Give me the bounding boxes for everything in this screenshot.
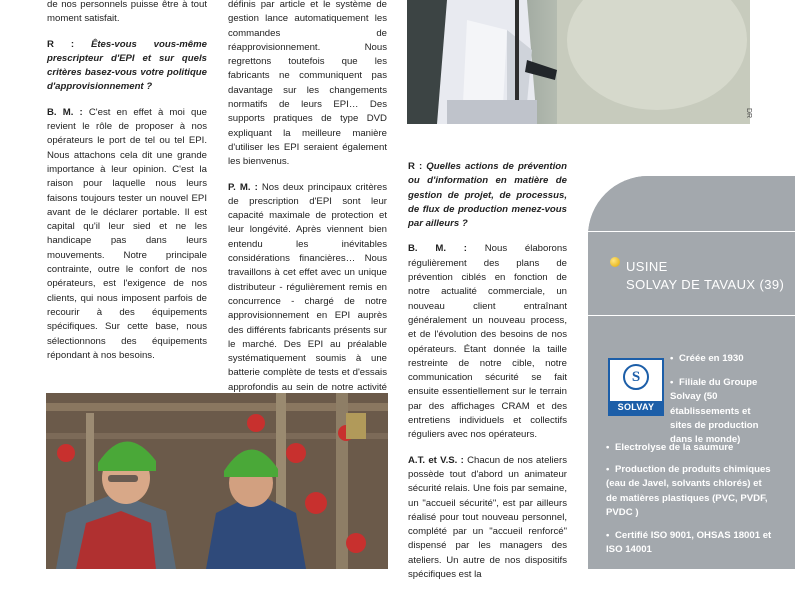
sidebar-header	[588, 176, 795, 316]
article-column-2	[228, 0, 387, 420]
photo-protective-suit-image	[407, 0, 750, 124]
answer: A.T. et V.S. : Chacun de nos ateliers possède tout d'abord un animateur sécurité relais. Une fois par semaine, un "accueil sécurité", est par ailleurs réalisé pour tout nouveau personnel, complété par un "accueil renforcé" dispensé par les managers des ateliers. Un autre de nos dispositifs spécifiques est la	[408, 454, 567, 581]
paragraph: définis par article et le système de gestion lance automatiquement les commandes de réapprovisionnement. Nous regrettons toutefois que les fabricants ne communiquent pas davantage sur les changements normatifs de leurs EPI… Des supports pratiques de type DVD expliquant la meilleure manière d'utiliser les EPI seraient également les bienvenus.	[228, 0, 387, 168]
question: R : Quelles actions de prévention ou d'information en matière de gestion de projet, de processus, de flux de production menez-vous par ailleurs ?	[408, 161, 567, 230]
fact-item: • Production de produits chimiques (eau de Javel, solvants chlorés) et de matières plastiques (PVC, PVDF, PVDC )	[606, 464, 771, 518]
fact-item: • Créée en 1930	[670, 353, 744, 364]
article-column-3	[408, 160, 567, 593]
speaker: B. M. :	[408, 243, 467, 255]
photo-workers-helmets	[46, 393, 388, 569]
paragraph: de nos personnels puisse être à tout moment satisfait.	[47, 0, 207, 25]
photo-protective-suit	[407, 0, 750, 124]
fact-item: • Electrolyse de la saumure	[606, 442, 734, 453]
photo-credit: DR	[745, 108, 752, 119]
fact-item: • Filiale du Groupe Solvay (50 établissements et sites de production dans le monde)	[670, 377, 759, 446]
speaker: A.T. et V.S. :	[408, 454, 464, 466]
answer: B. M. : C'est en effet à moi que revient le rôle de proposer à nos opérateurs le port de tel ou tel EPI. Nous attachons cela dit une grande importance à leur opinion. C'est la raison pour laquelle nous leurs faisons toujours tester un nouvel EPI avant de le déclarer portable. Il est capital qu'il leur sied et ne les handicape pas dans leurs mouvements. Notre principale contrainte, outre le confort de nos opérateurs, est l'exigence de nos clients, qui nous imposent parfois de recourir à des équipements spécifiques. Sur cette base, nous sélectionnons des équipements répondant à nos besoins.	[47, 106, 207, 361]
sidebar-box	[588, 176, 795, 569]
divider	[588, 231, 795, 232]
answer: B. M. : Nous élaborons régulièrement des plans de prévention ciblés en fonction de notre actualité commerciale, un nouveau client entraînant généralement un nouveau process, et de l'évolution des besoins de nos opérateurs. Étant donnée la taille restreinte de notre cible, notre communication sécurité se fait ensuite essentiellement sur le terrain par des affichages CRAM et des entretiens individuels et collectifs réguliers avec nos opérateurs.	[408, 243, 568, 441]
question: R : Êtes-vous vous-même prescripteur d'EPI et sur quels critères basez-vous votre politique d'approvisionnement ?	[47, 38, 208, 93]
divider	[588, 315, 795, 316]
article-column-1	[47, 0, 207, 374]
fact-item: • Certifié ISO 9001, OHSAS 18001 et ISO 14001	[606, 530, 772, 556]
answer: P. M. : Nos deux principaux critères de prescription d'EPI sont leur capacité maximale de protection et leur longévité. Après viennent bien entendu les inévitables considérations financières… Nous travaillons à cet effet avec un unique distributeur - régulièrement remis en concurrence - chargé de notre approvisionnement en EPI auprès des différents fabricants présents sur le marché. Des EPI au préalable systématiquement soumis à une batterie complète de tests et d'essais approfondis au sein de notre activité	[228, 181, 387, 393]
bullet-dot-icon	[610, 257, 620, 267]
solvay-emblem-icon: S	[623, 364, 649, 390]
speaker: P. M. :	[228, 181, 258, 193]
photo-workers-image	[46, 393, 388, 569]
solvay-logo	[608, 358, 664, 416]
speaker: B. M. :	[47, 106, 83, 118]
logo-wordmark: SOLVAY	[610, 401, 662, 414]
sidebar-title: USINE SOLVAY DE TAVAUX (39)	[626, 259, 785, 292]
